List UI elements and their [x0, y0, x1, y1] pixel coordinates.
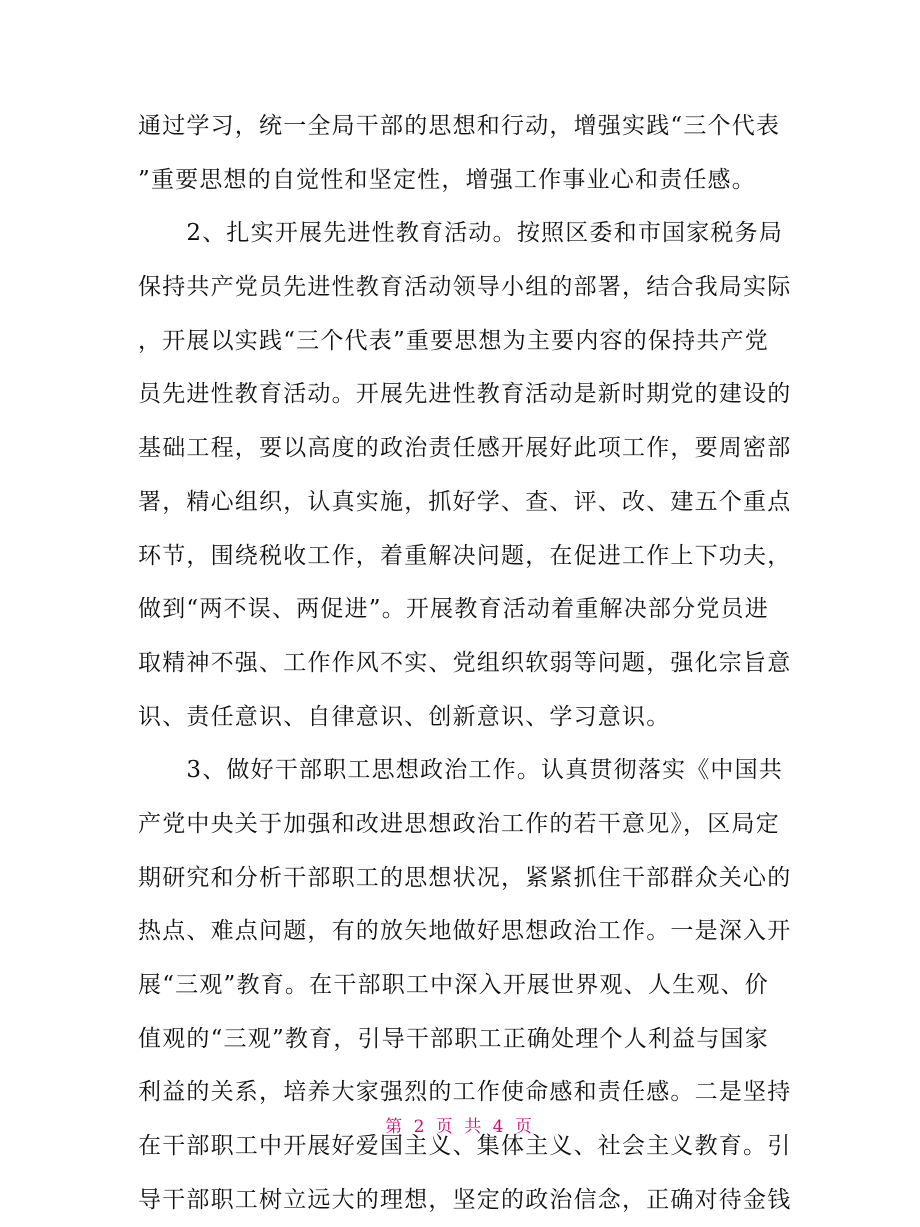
- text-line: ”重要思想的自觉性和坚定性，增强工作事业心和责任感。: [138, 166, 756, 193]
- text-line: 基础工程，要以高度的政治责任感开展好此项工作，要周密部: [138, 435, 792, 462]
- text-line: 员先进性教育活动。开展先进性教育活动是新时期党的建设的: [138, 381, 792, 408]
- text-line: ，开展以实践“三个代表”重要思想为主要内容的保持共产党: [138, 327, 769, 354]
- text-line: 展“三观”教育。在干部职工中深入开展世界观、人生观、价: [138, 972, 769, 998]
- text-line: 导干部职工树立远大的理想，坚定的政治信念，正确对待金钱: [138, 1186, 792, 1213]
- text-line: 利益的关系，培养大家强烈的工作使命感和责任感。二是坚持: [138, 1079, 792, 1106]
- text-line: 期研究和分析干部职工的思想状况，紧紧抓住干部群众关心的: [138, 864, 792, 891]
- text-line: 做到“两不误、两促进”。开展教育活动着重解决部分党员进: [138, 596, 769, 623]
- text-line: 热点、难点问题，有的放矢地做好思想政治工作。一是深入开: [138, 918, 792, 945]
- page-number-footer: 第 2 页 共 4 页: [385, 1117, 535, 1137]
- text-line: 在干部职工中开展好爱国主义、集体主义、社会主义教育。引: [138, 1133, 792, 1160]
- text-line: 取精神不强、工作作风不实、党组织软弱等问题，强化宗旨意: [138, 649, 792, 676]
- text-line: 保持共产党员先进性教育活动领导小组的部署，结合我局实际: [138, 274, 792, 301]
- text-line: 识、责任意识、自律意识、创新意识、学习意识。: [138, 703, 671, 730]
- text-line: 3、做好干部职工思想政治工作。认真贯彻落实《中国共: [138, 757, 784, 784]
- document-body: [138, 100, 790, 1227]
- text-line: 署，精心组织，认真实施，抓好学、查、评、改、建五个重点: [138, 488, 792, 515]
- text-line: 2、扎实开展先进性教育活动。按照区委和市国家税务局: [138, 220, 784, 247]
- text-line: 值观的“三观”教育，引导干部职工正确处理个人利益与国家: [138, 1025, 769, 1052]
- text-line: 环节，围绕税收工作，着重解决问题，在促进工作上下功夫，: [138, 542, 792, 569]
- text-line: 通过学习，统一全局干部的思想和行动，增强实践“三个代表: [138, 113, 781, 139]
- text-line: 产党中央关于加强和改进思想政治工作的若干意见》，区局定: [138, 810, 780, 837]
